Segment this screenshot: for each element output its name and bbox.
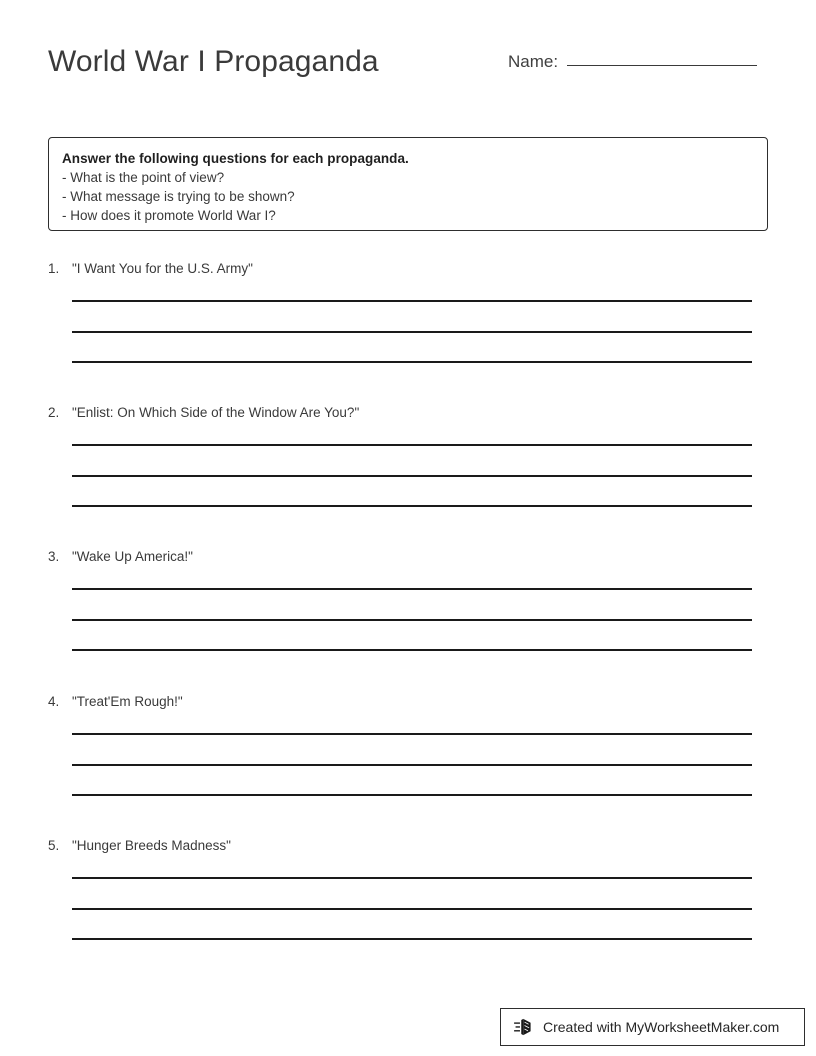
question-item-4	[48, 694, 768, 716]
answer-line[interactable]	[72, 475, 752, 477]
answer-line[interactable]	[72, 649, 752, 651]
question-label-1: "I Want You for the U.S. Army"	[72, 261, 253, 276]
instructions-line-3: - How does it promote World War I?	[62, 208, 276, 223]
answer-line[interactable]	[72, 619, 752, 621]
question-number-3: 3.	[48, 549, 60, 564]
question-number-1: 1.	[48, 261, 60, 276]
answer-lines-3	[72, 588, 752, 651]
name-field-group	[508, 52, 757, 72]
question-label-4: "Treat'Em Rough!"	[72, 694, 183, 709]
question-label-2: "Enlist: On Which Side of the Window Are You?"	[72, 405, 360, 420]
answer-lines-1	[72, 300, 752, 363]
question-label-5: "Hunger Breeds Madness"	[72, 838, 231, 853]
question-label-3: "Wake Up America!"	[72, 549, 193, 564]
answer-line[interactable]	[72, 300, 752, 302]
answer-line[interactable]	[72, 908, 752, 910]
instructions-line-2: - What message is trying to be shown?	[62, 189, 295, 204]
answer-line[interactable]	[72, 361, 752, 363]
answer-line[interactable]	[72, 794, 752, 796]
worksheet-maker-logo-icon	[513, 1016, 535, 1038]
answer-line[interactable]	[72, 764, 752, 766]
answer-line[interactable]	[72, 444, 752, 446]
answer-line[interactable]	[72, 331, 752, 333]
answer-lines-4	[72, 733, 752, 796]
question-number-2: 2.	[48, 405, 60, 420]
created-with-badge-label: Created with MyWorksheetMaker.com	[543, 1019, 780, 1035]
question-heading-3	[48, 549, 768, 571]
question-number-4: 4.	[48, 694, 60, 709]
page-title: World War I Propaganda	[48, 45, 379, 78]
answer-lines-5	[72, 877, 752, 940]
answer-line[interactable]	[72, 877, 752, 879]
answer-line[interactable]	[72, 733, 752, 735]
answer-line[interactable]	[72, 938, 752, 940]
question-item-2	[48, 405, 768, 427]
name-field-blank[interactable]	[567, 65, 757, 66]
question-item-5	[48, 838, 768, 860]
instructions-heading: Answer the following questions for each propaganda.	[62, 151, 409, 166]
created-with-badge[interactable]	[500, 1008, 805, 1046]
question-item-1	[48, 261, 768, 283]
answer-lines-2	[72, 444, 752, 507]
question-number-5: 5.	[48, 838, 60, 853]
answer-line[interactable]	[72, 588, 752, 590]
question-heading-4	[48, 694, 768, 716]
name-field-label: Name:	[508, 52, 559, 71]
instructions-line-1: - What is the point of view?	[62, 170, 225, 185]
question-item-3	[48, 549, 768, 571]
question-heading-5	[48, 838, 768, 860]
worksheet-header	[48, 44, 768, 92]
question-heading-1	[48, 261, 768, 283]
answer-line[interactable]	[72, 505, 752, 507]
instructions-box	[48, 137, 768, 231]
question-heading-2	[48, 405, 768, 427]
